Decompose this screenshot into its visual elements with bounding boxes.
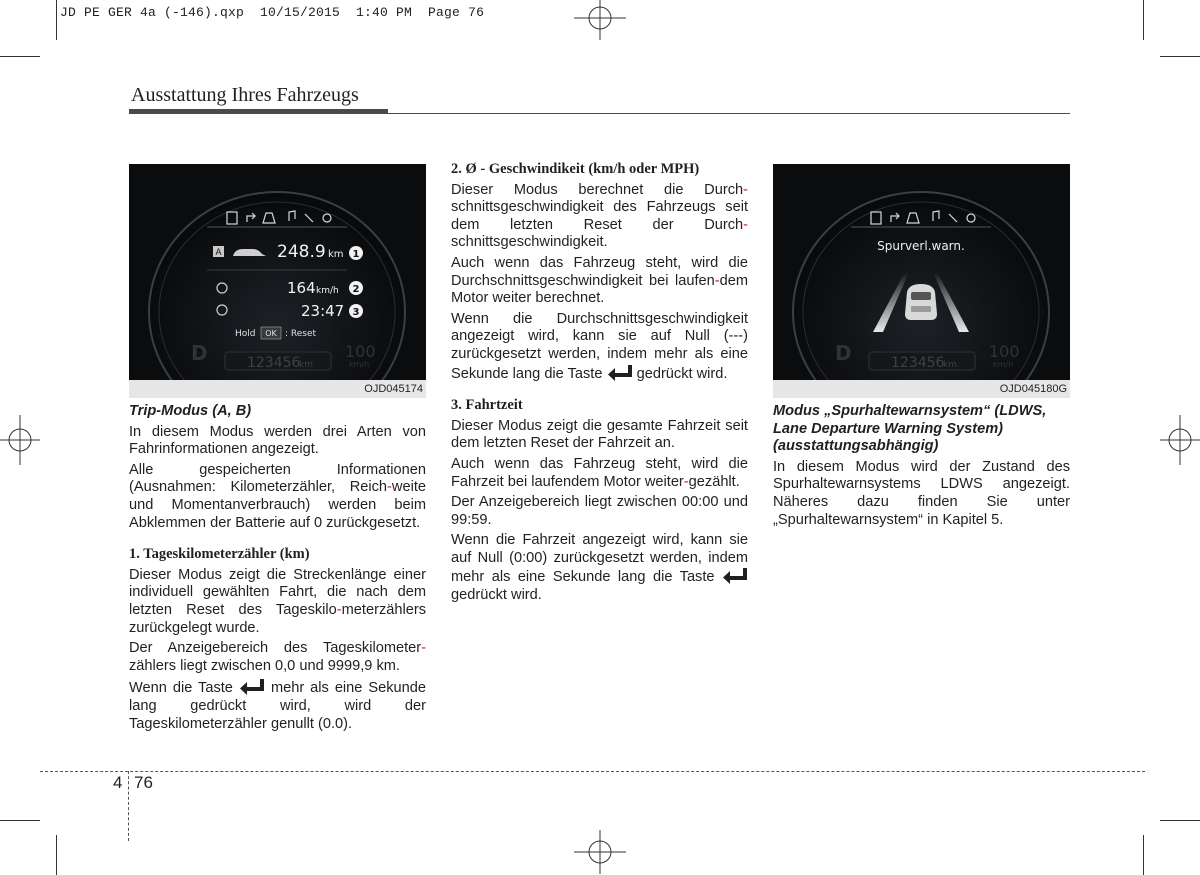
marker-3: 3 xyxy=(352,307,360,318)
subheading: Modus „Spurhaltewarnsystem“ (LDWS, Lane Departure Warning System) (ausstattungsabhängig) xyxy=(773,403,1047,455)
paragraph: Dieser Modus berechnet die Durch-schnittsgeschwindigkeit des Fahrzeugs seit dem letzten Reset der Durch-schnittsgeschwindigkeit. xyxy=(451,181,748,251)
temp-value: 100 xyxy=(989,342,1020,361)
paragraph: Dieser Modus zeigt die gesamte Fahrzeit seit dem letzten Reset der Fahrzeit an. xyxy=(451,417,748,452)
crop-mark xyxy=(1160,56,1200,57)
cluster-figure-trip xyxy=(129,164,426,398)
figure-code: OJD045174 xyxy=(364,383,423,395)
hold-ok: OK xyxy=(265,329,277,338)
page-number: 76 xyxy=(134,773,153,792)
crop-mark xyxy=(1160,820,1200,821)
cluster-illustration xyxy=(129,164,426,398)
paragraph: Auch wenn das Fahrzeug steht, wird die Fahrzeit bei laufendem Motor weiter-gezählt. xyxy=(451,455,748,490)
hold-prefix: Hold xyxy=(235,329,256,339)
mode-badge: A xyxy=(215,247,222,257)
cluster-figure-ldws xyxy=(773,164,1070,398)
paragraph: Der Anzeigebereich liegt zwischen 00:00 und 99:59. xyxy=(451,494,748,528)
paragraph: Dieser Modus zeigt die Streckenlänge einer individuell gewählten Fahrt, die nach dem letzten Reset des Tageskilo-meterzählers zurückgelegt wurde. xyxy=(129,566,426,636)
column-3 xyxy=(773,403,1070,532)
temp-value: 100 xyxy=(345,342,376,361)
cluster-illustration xyxy=(773,164,1070,398)
ldws-label: Spurverl.warn. xyxy=(877,239,965,253)
registration-mark-icon xyxy=(574,830,626,874)
enter-key-icon xyxy=(239,678,265,695)
header-rule-thin xyxy=(388,113,1070,114)
crop-mark xyxy=(56,0,57,40)
paragraph: Der Anzeigebereich des Tageskilometer-zählers liegt zwischen 0,0 und 9999,9 km. xyxy=(129,640,426,674)
odometer-unit: km xyxy=(943,360,957,370)
footer-divider xyxy=(128,771,129,841)
odometer: 123456 xyxy=(247,355,301,371)
temp-unit: km/h xyxy=(349,360,370,369)
print-slug: JD PE GER 4a (-146).qxp 10/15/2015 1:40 PM Page 76 xyxy=(60,5,485,20)
crop-mark xyxy=(1143,0,1144,40)
car-icon xyxy=(905,284,937,320)
crop-mark xyxy=(1143,835,1144,875)
distance-unit: km xyxy=(328,249,344,260)
footer-rule xyxy=(40,771,1145,772)
odometer-unit: km xyxy=(299,360,313,370)
crop-mark xyxy=(56,835,57,875)
crop-mark xyxy=(0,56,40,57)
paragraph: Wenn die Taste mehr als eine Sekunde lang gedrückt wird, wird der Tageskilometerzähler genullt (0.0). xyxy=(129,680,427,732)
hold-suffix: : Reset xyxy=(285,329,317,339)
speed-unit: km/h xyxy=(316,286,339,296)
subheading: 1. Tageskilometerzähler (km) xyxy=(129,546,310,563)
marker-2: 2 xyxy=(352,284,360,295)
chapter-number: 4 xyxy=(113,773,123,792)
paragraph: In diesem Modus werden drei Arten von Fahrinformationen angezeigt. xyxy=(129,423,426,458)
subheading: 3. Fahrtzeit xyxy=(451,397,523,414)
gear-indicator: D xyxy=(191,341,208,365)
registration-mark-icon xyxy=(574,0,626,40)
header-rule-thick xyxy=(129,109,388,114)
registration-mark-icon xyxy=(0,415,40,465)
column-2 xyxy=(451,161,748,608)
paragraph: Wenn die Durchschnittsgeschwindigkeit angezeigt wird, kann sie auf Null (---) zurückgesetzt werden, indem mehr als eine Sekunde lang die Taste gedrückt wird. xyxy=(451,310,748,382)
speed-value: 164 xyxy=(287,279,316,297)
registration-mark-icon xyxy=(1160,415,1200,465)
marker-1: 1 xyxy=(352,249,360,260)
time-value: 23:47 xyxy=(301,302,345,320)
enter-key-icon xyxy=(607,364,633,381)
section-title: Ausstattung Ihres Fahrzeugs xyxy=(131,84,359,106)
enter-key-icon xyxy=(722,567,748,584)
paragraph: Alle gespeicherten Informationen (Ausnahmen: Kilometerzähler, Reich-weite und Momentanverbrauch) werden beim Abklemmen der Batterie auf 0 zurückgesetzt. xyxy=(129,461,426,531)
temp-unit: km/h xyxy=(993,360,1014,369)
crop-mark xyxy=(0,820,40,821)
paragraph: Wenn die Fahrzeit angezeigt wird, kann sie auf Null (0:00) zurückgesetzt werden, indem mehr als eine Sekunde lang die Taste gedrückt wird. xyxy=(451,532,748,604)
paragraph: Auch wenn das Fahrzeug steht, wird die Durchschnittsgeschwindigkeit bei laufen-dem Motor weiter berechnet. xyxy=(451,254,748,307)
distance-value: 248.9 xyxy=(277,242,326,262)
paragraph: In diesem Modus wird der Zustand des Spurhaltewarnsystems LDWS angezeigt. Näheres dazu finden Sie unter „Spurhaltewarnsystem“ in Kapitel 5. xyxy=(773,458,1070,528)
subheading: Trip-Modus (A, B) xyxy=(129,403,252,419)
figure-code: OJD045180G xyxy=(999,383,1067,395)
gear-indicator: D xyxy=(835,341,852,365)
odometer: 123456 xyxy=(891,355,945,371)
subheading: 2. Ø - Geschwindikeit (km/h oder MPH) xyxy=(451,161,700,177)
column-1 xyxy=(129,403,426,736)
